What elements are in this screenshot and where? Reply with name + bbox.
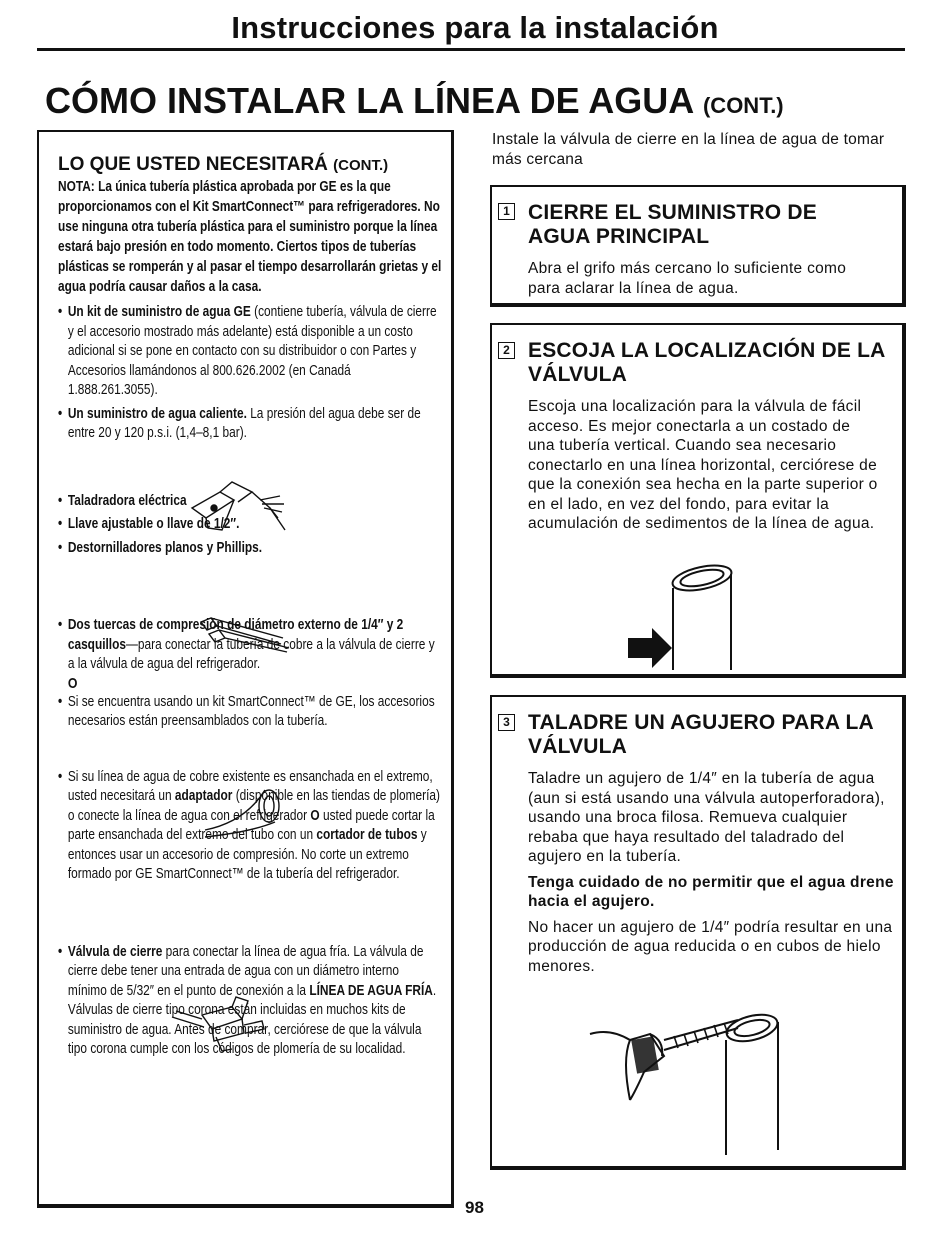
list-item-text: y entonces usar un accesorio de compresión. No corte un extremo formado por GE SmartConnect™ de la tubería del refrigerador.: [67, 827, 427, 882]
list-item-text: usted puede cortar la parte ensanchada del extremo del tubo con un: [67, 807, 435, 843]
list-item-bold: Un kit de suministro de agua GE: [67, 304, 251, 320]
header-rule: [37, 48, 905, 51]
tube-illustration-space: [58, 732, 443, 768]
step-body: Abra el grifo más cercano lo suficiente como para aclarar la línea de agua.: [528, 260, 847, 297]
section-title-cont: (CONT.): [702, 93, 784, 118]
list-item-text: (contiene tubería, válvula de cierre y el accesorio mostrado más adelante) está disponible a un costo adicional si se pone en contacto con su distribuidor o con Partes y Accesorios llamándonos al 800.626.2002 (en Canadá 1.888.261.3055).: [67, 304, 437, 398]
step-body: Escoja una localización para la válvula de fácil acceso. Es mejor conectarla a un costado de una tubería vertical. Cuando sea necesario conectarlo en una línea horizontal, cerciórese de que la conexión sea hecha en la parte superior o en el lado, en vez del fondo, para evitar la acumulación de sedimentos de la línea de agua.: [528, 398, 878, 532]
shutoff-valve-icon: [172, 997, 272, 1057]
what-you-need-title-cont: (CONT.): [333, 157, 389, 174]
list-item-text: —para conectar la tubería de cobre a la válvula de cierre y a la válvula de agua del refrigerador.: [67, 636, 435, 672]
step-number: 1: [498, 203, 515, 220]
list-item-text: La presión del agua debe ser de entre 20 y 120 p.s.i. (1,4–8,1 bar).: [67, 405, 421, 441]
what-you-need-title-text: LO QUE USTED NECESITARÁ: [58, 154, 328, 175]
list-item-bold: Taladradora eléctrica: [67, 492, 187, 509]
step-title: ESCOJA LA LOCALIZACIÓN DE LA VÁLVULA: [528, 339, 885, 386]
list-item: • Destornilladores planos y Phillips.: [58, 539, 263, 556]
list-item: • Si se encuentra usando un kit SmartConnect™ de GE, los accesorios necesarios están preensamblados con la tubería.: [58, 693, 435, 729]
drill-icon: [190, 478, 290, 536]
list-item: • Dos tuercas de compresión de diámetro externo de 1/4″ y 2 casquillos—para conectar la tubería de cobre a la válvula de cierre y a la válvula de agua del refrigerador.: [58, 617, 435, 672]
step-title: CIERRE EL SUMINISTRO DE AGUA PRINCIPAL: [528, 201, 817, 248]
step-number: 3: [498, 714, 515, 731]
list-item: • Llave ajustable o llave de 1/2″.: [58, 516, 240, 532]
or-separator: O: [67, 674, 78, 692]
list-item: • Taladradora eléctrica: [58, 492, 187, 509]
list-item-bold: LÍNEA DE AGUA FRÍA: [309, 982, 433, 999]
list-item-text: . Válvulas de cierre tipo corona están incluidas en muchos kits de suministro de agua. Antes de comprar, cerciórese de que la válvula tipo corona cumple con los códigos de plomería de su localidad.: [67, 982, 437, 1057]
list-item-text: Si se encuentra usando un kit SmartConnect™ de GE, los accesorios necesarios están preensamblados con la tubería.: [67, 693, 435, 729]
page-header-title: Instrucciones para la instalación: [231, 10, 719, 45]
list-item-bold: adaptador: [174, 788, 233, 804]
list-item-text: Si su línea de agua de cobre existente es ensanchada en el extremo, usted necesitará un: [67, 768, 433, 804]
list-item-text: (disponible en las tiendas de plomería) o conecte la línea de agua con el refrigerador: [67, 788, 440, 824]
step-body: [528, 769, 894, 976]
list-item-bold: O: [310, 807, 320, 824]
list-item: • Un kit de suministro de agua GE (contiene tubería, válvula de cierre y el accesorio mostrado más adelante) está disponible a un costo adicional si se pone en contacto con su distribuidor o con Partes y Accesorios llamándonos al 800.626.2002 (en Canadá 1.888.261.3055).: [58, 304, 437, 398]
step-1-box: [490, 185, 906, 307]
intro-text: Instale la válvula de cierre en la línea de agua de tomar más cercana: [492, 131, 885, 168]
valve-illustration-space: [58, 885, 443, 943]
vertical-pipe-icon: [620, 560, 740, 672]
nut-illustration-space: [58, 558, 443, 616]
flared-tube-icon: [205, 782, 285, 838]
note-paragraph: NOTA: La única tubería plástica aprobada por GE es la que proporcionamos con el Kit SmartConnect™ para refrigeradores. No use ninguna otra tubería plástica para el suministro porque la línea estará bajo presión en todo momento. Ciertos tipos de tuberías plásticas se romperán y al pasar el tiempo desarrollarán grietas y el agua podría causar daños a la casa.: [58, 179, 442, 295]
what-you-need-title: [58, 154, 453, 176]
list-item-bold: Dos tuercas de compresión de diámetro externo de 1/4″ y 2 casquillos: [67, 617, 404, 653]
list-item-bold: cortador de tubos: [316, 827, 418, 843]
list-item-bold: Llave ajustable o llave de 1/2″.: [67, 516, 240, 532]
compression-nut-icon: [197, 612, 293, 656]
what-you-need-content: [58, 154, 453, 1060]
list-item-bold: Un suministro de agua caliente.: [67, 405, 247, 422]
section-title: [45, 80, 784, 122]
step-note: No hacer un agujero de 1/4″ podría resultar en una producción de agua reducida o en cubos de hielo menores.: [528, 918, 893, 975]
step-number: 2: [498, 342, 515, 359]
list-item-bold: Válvula de cierre: [67, 943, 163, 960]
section-title-text: CÓMO INSTALAR LA LÍNEA DE AGUA: [45, 80, 693, 121]
page-number: 98: [465, 1198, 484, 1217]
step-title: TALADRE UN AGUJERO PARA LA VÁLVULA: [528, 711, 874, 758]
step-warning: Tenga cuidado de no permitir que el agua drene hacia el agujero.: [528, 873, 894, 910]
list-item-text: para conectar la línea de agua fría. La válvula de cierre debe tener una entrada de agua con un diámetro interno mínimo de 5/32″ en el punto de conexión a la: [67, 943, 424, 999]
list-item: • Válvula de cierre para conectar la línea de agua fría. La válvula de cierre debe tener una entrada de agua con un diámetro interno mínimo de 5/32″ en el punto de conexión a la LÍNEA DE AGUA FRÍA. Válvulas de cierre tipo corona están incluidas en muchos kits de suministro de agua. Antes de comprar, cerciórese de que la válvula tipo corona cumple con los códigos de plomería de su localidad.: [58, 943, 437, 1057]
drilling-pipe-icon: [590, 1010, 790, 1160]
step-body-text: Taladre un agujero de 1/4″ en la tubería de agua (aun si está usando una válvula autoperforadora), usando una broca filosa. Remueva cualquier rebaba que haya resultado del taladrado del agujero en la tubería.: [528, 770, 885, 865]
list-item: • Si su línea de agua de cobre existente es ensanchada en el extremo, usted necesitará un adaptador (disponible en las tiendas de plomería) o conecte la línea de agua con el refrigerador O usted puede cortar la parte ensanchada del extremo del tubo con un cortador de tubos y entonces usar un accesorio de compresión. No corte un extremo formado por GE SmartConnect™ de la tubería del refrigerador.: [58, 768, 440, 882]
list-item-bold: Destornilladores planos y Phillips.: [67, 539, 263, 556]
list-item: • Un suministro de agua caliente. La presión del agua debe ser de entre 20 y 120 p.s.i. (1,4–8,1 bar).: [58, 405, 421, 441]
